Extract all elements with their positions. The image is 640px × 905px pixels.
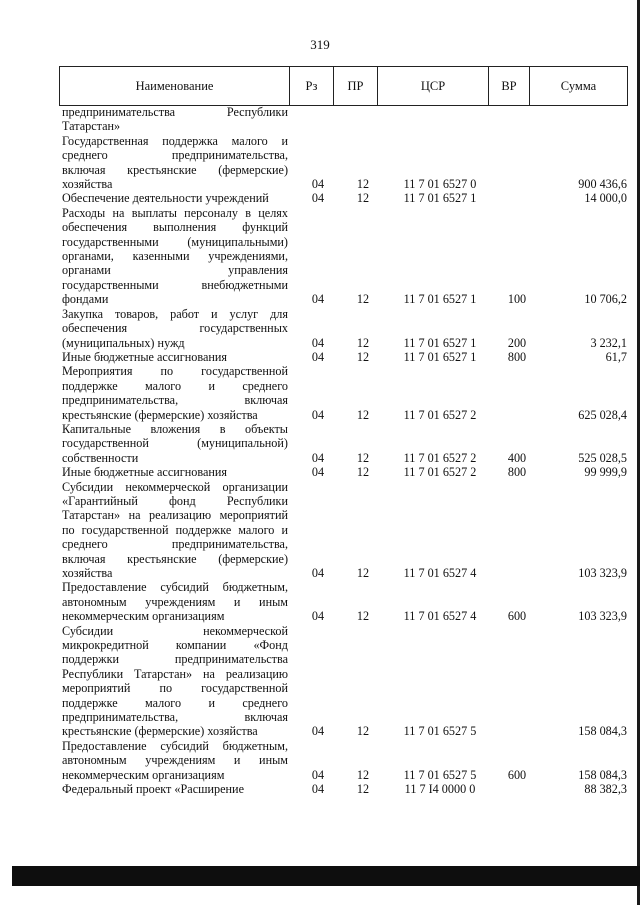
cell-rz-value: 04 xyxy=(311,566,325,580)
name-line: микрокредитной компании «Фонд xyxy=(62,638,288,653)
cell-csr xyxy=(384,782,496,796)
table-row xyxy=(62,350,627,364)
cell-rz xyxy=(294,134,342,192)
cell-pr-value: 12 xyxy=(356,292,370,307)
table-row xyxy=(62,422,627,465)
cell-pr xyxy=(342,782,384,796)
name-line: органами, казенными учреждениями, xyxy=(62,249,288,264)
header-vr: ВР xyxy=(489,67,530,106)
cell-csr xyxy=(384,739,496,782)
cell-name xyxy=(62,739,294,782)
cell-pr xyxy=(342,465,384,479)
cell-sum-value: 3 232,1 xyxy=(590,335,627,350)
table-header xyxy=(59,66,628,106)
cell-rz xyxy=(294,480,342,581)
name-line: Обеспечение деятельности учреждений xyxy=(62,191,269,206)
cell-sum-value: 158 084,3 xyxy=(578,724,627,739)
cell-csr xyxy=(384,105,496,134)
cell-pr xyxy=(342,307,384,350)
cell-name xyxy=(62,422,294,465)
table-row xyxy=(62,364,627,422)
cell-rz xyxy=(294,624,342,739)
cell-rz-value: 04 xyxy=(311,177,325,192)
table-row xyxy=(62,134,627,192)
table-row xyxy=(62,465,627,479)
cell-name xyxy=(62,580,294,623)
table-row xyxy=(62,191,627,205)
name-line: Субсидии некоммерческой xyxy=(62,623,288,638)
cell-vr-value: 600 xyxy=(507,767,527,782)
cell-csr-value: 11 7 01 6527 1 xyxy=(403,349,477,364)
cell-pr xyxy=(342,580,384,623)
cell-rz xyxy=(294,206,342,307)
cell-pr-value: 12 xyxy=(356,767,370,782)
cell-vr xyxy=(496,480,538,581)
cell-vr xyxy=(496,134,538,192)
cell-sum xyxy=(538,580,627,623)
cell-sum-value: 900 436,6 xyxy=(578,177,627,192)
table-row xyxy=(62,307,627,350)
name-line: собственности xyxy=(62,450,139,465)
header-sum: Сумма xyxy=(530,67,628,106)
cell-csr xyxy=(384,364,496,422)
header-csr: ЦСР xyxy=(378,67,489,106)
cell-sum-value: 61,7 xyxy=(605,349,627,364)
cell-rz-value: 04 xyxy=(311,450,325,465)
cell-sum xyxy=(538,105,627,134)
table-row xyxy=(62,739,627,782)
name-line: органами управления xyxy=(62,263,288,278)
cell-csr-value: 11 7 I4 0000 0 xyxy=(404,782,476,797)
cell-csr-value: 11 7 01 6527 1 xyxy=(403,191,477,206)
name-line: крестьянские (фермерские) хозяйства xyxy=(62,407,258,422)
cell-pr-value: 12 xyxy=(356,450,370,465)
cell-csr-value: 11 7 01 6527 1 xyxy=(403,335,477,350)
cell-vr xyxy=(496,739,538,782)
name-line: Иные бюджетные ассигнования xyxy=(62,465,228,480)
cell-csr xyxy=(384,422,496,465)
name-line: государственной (муниципальной) xyxy=(62,436,288,451)
cell-name xyxy=(62,465,294,479)
cell-rz-value: 04 xyxy=(311,191,325,206)
cell-rz-value: 04 xyxy=(311,349,325,364)
name-line: обеспечения государственных xyxy=(62,321,288,336)
name-line: Предоставление субсидий бюджетным, xyxy=(62,580,288,595)
cell-sum xyxy=(538,624,627,739)
cell-pr-value: 12 xyxy=(356,782,370,797)
cell-pr xyxy=(342,134,384,192)
name-line: фондами xyxy=(62,292,109,307)
cell-pr-value: 12 xyxy=(356,465,370,480)
cell-rz xyxy=(294,191,342,205)
cell-sum-value: 103 323,9 xyxy=(578,609,627,624)
cell-vr-value: 800 xyxy=(507,465,527,480)
table-body xyxy=(62,105,627,797)
cell-csr xyxy=(384,307,496,350)
cell-rz xyxy=(294,350,342,364)
cell-sum-value: 103 323,9 xyxy=(578,566,627,580)
cell-pr-value: 12 xyxy=(356,335,370,350)
name-line: предпринимательства Республики xyxy=(62,105,288,119)
name-line: некоммерческим организациям xyxy=(62,609,225,624)
cell-sum-value: 14 000,0 xyxy=(584,191,627,206)
name-line: поддержке малого и среднего xyxy=(62,695,288,710)
cell-csr-value: 11 7 01 6527 5 xyxy=(403,767,477,782)
cell-pr xyxy=(342,206,384,307)
header-pr: ПР xyxy=(334,67,378,106)
cell-rz xyxy=(294,782,342,796)
cell-pr xyxy=(342,191,384,205)
cell-name xyxy=(62,480,294,581)
name-line: хозяйства xyxy=(62,566,113,580)
cell-rz-value: 04 xyxy=(311,724,325,739)
cell-csr-value: 11 7 01 6527 2 xyxy=(403,407,477,422)
cell-sum xyxy=(538,422,627,465)
name-line: Предоставление субсидий бюджетным, xyxy=(62,738,288,753)
name-line: поддержки предпринимательства xyxy=(62,652,288,667)
cell-name xyxy=(62,105,294,134)
name-line: Закупка товаров, работ и услуг для xyxy=(62,306,288,321)
name-line: среднего предпринимательства, xyxy=(62,148,288,163)
cell-sum xyxy=(538,134,627,192)
name-line: Расходы на выплаты персоналу в целях xyxy=(62,205,288,220)
cell-csr xyxy=(384,580,496,623)
cell-vr-value: 800 xyxy=(507,349,527,364)
cell-rz-value: 04 xyxy=(311,292,325,307)
page-number: 319 xyxy=(310,37,330,52)
cell-vr xyxy=(496,350,538,364)
cell-pr xyxy=(342,364,384,422)
cell-sum xyxy=(538,782,627,796)
name-line: автономным учреждениям и иным xyxy=(62,753,288,768)
cell-csr xyxy=(384,134,496,192)
cell-pr-value: 12 xyxy=(356,177,370,192)
cell-pr-value: 12 xyxy=(356,609,370,624)
cell-sum xyxy=(538,191,627,205)
cell-vr xyxy=(496,191,538,205)
cell-csr-value: 11 7 01 6527 0 xyxy=(403,177,477,192)
cell-sum xyxy=(538,465,627,479)
cell-rz-value: 04 xyxy=(311,465,325,480)
cell-sum xyxy=(538,206,627,307)
name-line: мероприятий по государственной xyxy=(62,681,288,696)
name-line: хозяйства xyxy=(62,177,113,192)
cell-sum xyxy=(538,350,627,364)
cell-vr-value: 200 xyxy=(507,335,527,350)
cell-sum-value: 88 382,3 xyxy=(584,782,627,797)
name-line: Татарстан» на реализацию мероприятий xyxy=(62,508,288,523)
cell-sum-value: 525 028,5 xyxy=(578,450,627,465)
cell-sum xyxy=(538,739,627,782)
name-line: крестьянские (фермерские) хозяйства xyxy=(62,724,258,739)
table-row xyxy=(62,624,627,739)
cell-csr xyxy=(384,191,496,205)
table-row xyxy=(62,105,627,134)
cell-sum-value: 99 999,9 xyxy=(584,465,627,480)
cell-vr xyxy=(496,105,538,134)
cell-vr xyxy=(496,206,538,307)
cell-name xyxy=(62,191,294,205)
cell-pr xyxy=(342,739,384,782)
cell-rz xyxy=(294,105,342,134)
cell-rz xyxy=(294,739,342,782)
cell-csr-value: 11 7 01 6527 2 xyxy=(403,450,477,465)
cell-name xyxy=(62,782,294,796)
cell-vr xyxy=(496,465,538,479)
cell-vr xyxy=(496,307,538,350)
cell-pr xyxy=(342,624,384,739)
name-line: (муниципальных) нужд xyxy=(62,335,185,350)
cell-name xyxy=(62,307,294,350)
cell-pr xyxy=(342,105,384,134)
name-line: включая крестьянские (фермерские) xyxy=(62,162,288,177)
cell-pr-value: 12 xyxy=(356,566,370,580)
cell-rz-value: 04 xyxy=(311,767,325,782)
cell-pr xyxy=(342,422,384,465)
name-line: государственными внебюджетными xyxy=(62,277,288,292)
name-line: Иные бюджетные ассигнования xyxy=(62,349,228,364)
name-line: предпринимательства, включая xyxy=(62,393,288,408)
cell-csr xyxy=(384,350,496,364)
cell-pr-value: 12 xyxy=(356,724,370,739)
cell-name xyxy=(62,350,294,364)
table-row xyxy=(62,782,627,796)
name-line: включая крестьянские (фермерские) xyxy=(62,551,288,566)
table-row xyxy=(62,206,627,307)
scan-bottom-band xyxy=(12,866,640,886)
cell-vr xyxy=(496,580,538,623)
header-name: Наименование xyxy=(60,67,290,106)
name-line: Федеральный проект «Расширение xyxy=(62,782,244,797)
name-line: Республики Татарстан» на реализацию xyxy=(62,666,288,681)
cell-pr xyxy=(342,480,384,581)
cell-name xyxy=(62,624,294,739)
cell-pr-value: 12 xyxy=(356,349,370,364)
cell-pr-value: 12 xyxy=(356,191,370,206)
name-line: Татарстан» xyxy=(62,119,121,134)
cell-sum-value: 158 084,3 xyxy=(578,767,627,782)
name-line: автономным учреждениям и иным xyxy=(62,594,288,609)
cell-rz xyxy=(294,364,342,422)
cell-csr xyxy=(384,624,496,739)
name-line: Капитальные вложения в объекты xyxy=(62,421,288,436)
name-line: «Гарантийный фонд Республики xyxy=(62,493,288,508)
cell-csr-value: 11 7 01 6527 4 xyxy=(403,609,477,624)
cell-vr-value: 600 xyxy=(507,609,527,624)
cell-sum xyxy=(538,480,627,581)
cell-rz-value: 04 xyxy=(311,335,325,350)
header-rz: Рз xyxy=(290,67,334,106)
cell-name xyxy=(62,206,294,307)
name-line: Мероприятия по государственной xyxy=(62,364,288,379)
cell-sum xyxy=(538,364,627,422)
cell-csr xyxy=(384,206,496,307)
cell-sum xyxy=(538,307,627,350)
cell-csr xyxy=(384,465,496,479)
cell-rz-value: 04 xyxy=(311,407,325,422)
table-row xyxy=(62,580,627,623)
name-line: государственными (муниципальными) xyxy=(62,234,288,249)
cell-name xyxy=(62,134,294,192)
cell-vr xyxy=(496,364,538,422)
name-line: некоммерческим организациям xyxy=(62,767,225,782)
cell-vr xyxy=(496,624,538,739)
cell-csr-value: 11 7 01 6527 1 xyxy=(403,292,477,307)
name-line: по государственной поддержке малого и xyxy=(62,522,288,537)
cell-rz xyxy=(294,422,342,465)
cell-vr-value: 100 xyxy=(507,292,527,307)
cell-vr xyxy=(496,422,538,465)
cell-rz-value: 04 xyxy=(311,782,325,797)
cell-name xyxy=(62,364,294,422)
cell-csr-value: 11 7 01 6527 4 xyxy=(403,566,477,580)
name-line: обеспечения выполнения функций xyxy=(62,220,288,235)
cell-rz-value: 04 xyxy=(311,609,325,624)
cell-csr xyxy=(384,480,496,581)
table-row xyxy=(62,480,627,581)
name-line: среднего предпринимательства, xyxy=(62,537,288,552)
cell-csr-value: 11 7 01 6527 5 xyxy=(403,724,477,739)
name-line: Государственная поддержка малого и xyxy=(62,133,288,148)
cell-csr-value: 11 7 01 6527 2 xyxy=(403,465,477,480)
name-line: предпринимательства, включая xyxy=(62,710,288,725)
cell-vr xyxy=(496,782,538,796)
name-line: поддержке малого и среднего xyxy=(62,378,288,393)
name-line: Субсидии некоммерческой организации xyxy=(62,479,288,494)
cell-rz xyxy=(294,307,342,350)
cell-sum-value: 625 028,4 xyxy=(578,407,627,422)
cell-pr-value: 12 xyxy=(356,407,370,422)
cell-sum-value: 10 706,2 xyxy=(584,292,627,307)
cell-pr xyxy=(342,350,384,364)
cell-rz xyxy=(294,465,342,479)
cell-rz xyxy=(294,580,342,623)
cell-vr-value: 400 xyxy=(507,450,527,465)
